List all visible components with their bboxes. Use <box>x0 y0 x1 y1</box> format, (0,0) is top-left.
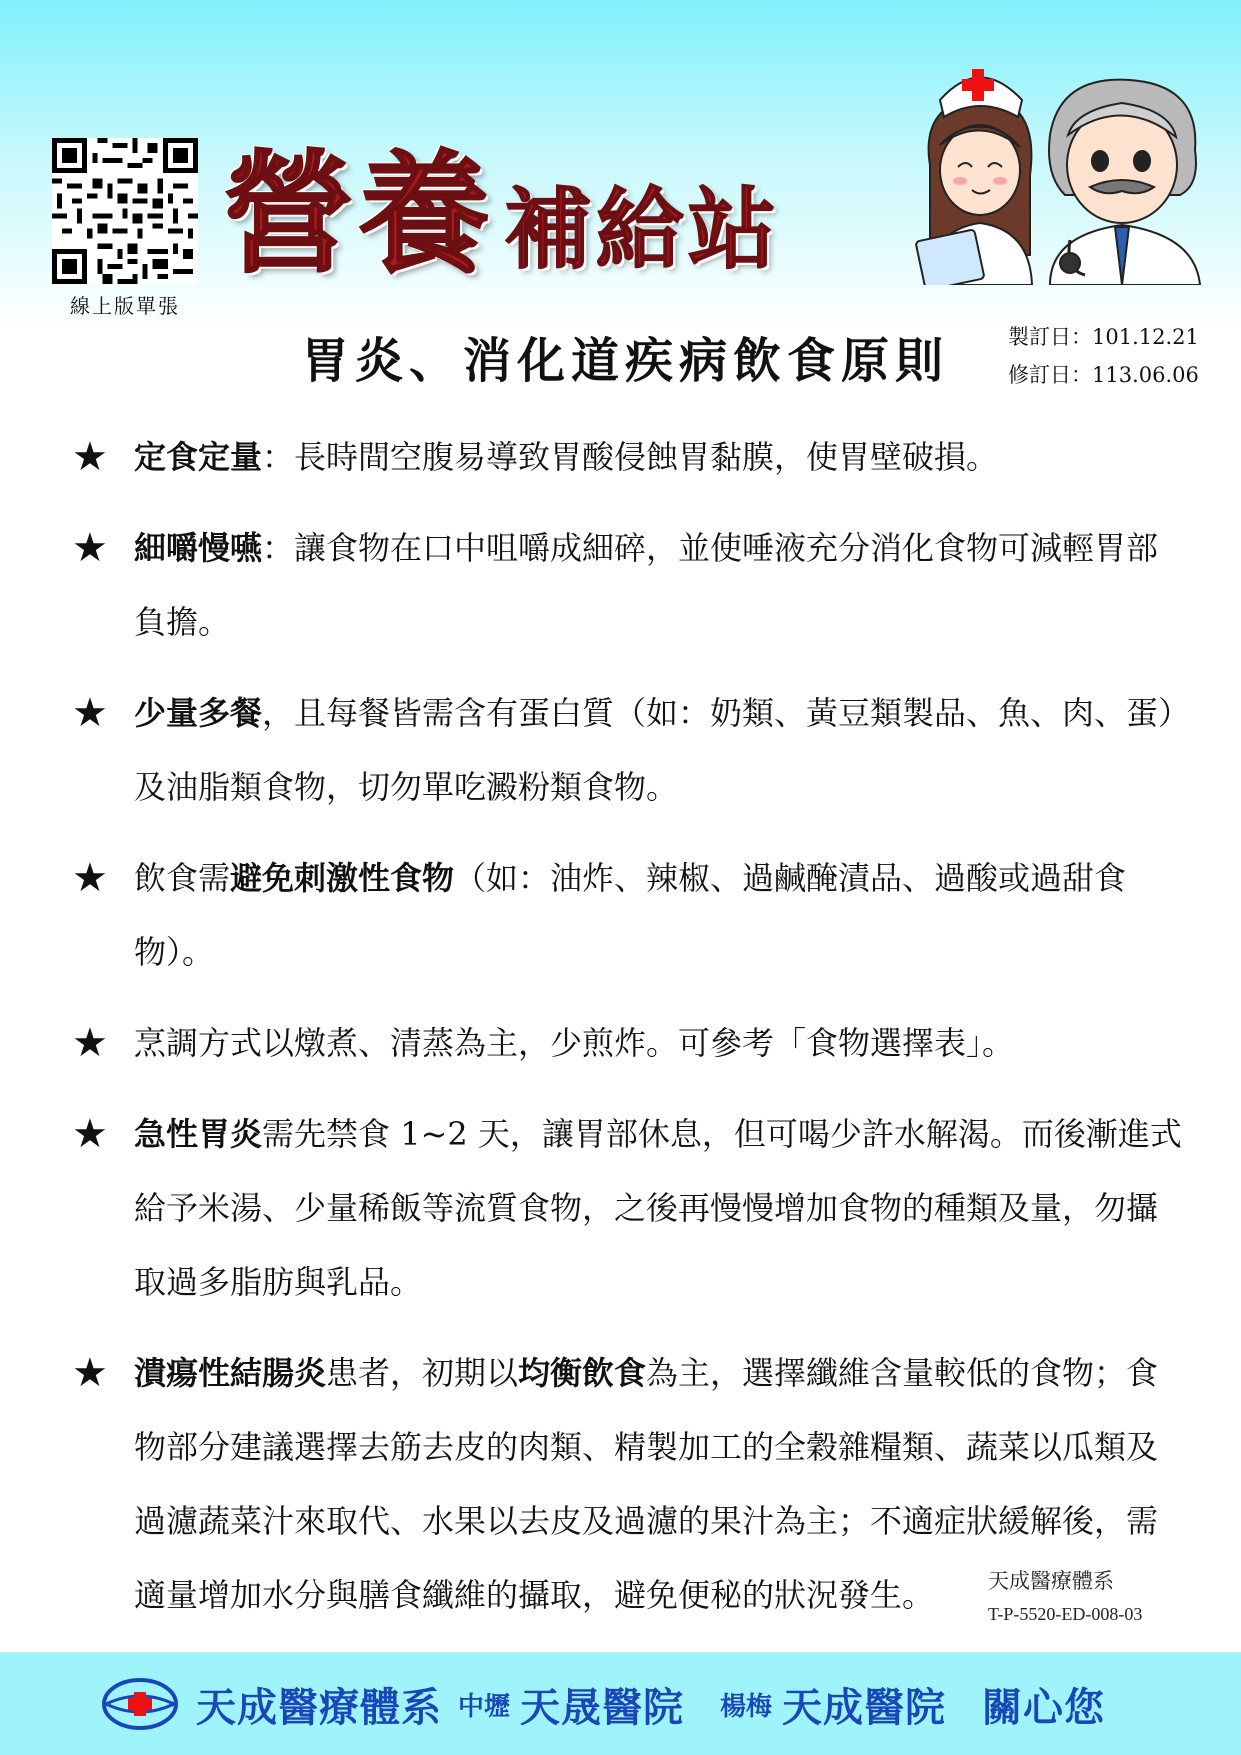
item-text: （如：油炸、辣椒、過鹹醃漬品、過酸或過甜食物）。 <box>134 859 1127 971</box>
footer-hospital-2: 天成醫院 <box>782 1684 947 1731</box>
item-text: 需先禁食 1~2 天，讓胃部休息，但可喝少許水解渴。而後漸進式給予米湯、少量稀飯等流質食物，之後再慢慢增加食物的種類及量，勿攝取過多脂肪與乳品。 <box>134 1115 1182 1301</box>
footer-location-1: 中壢 <box>458 1691 511 1722</box>
list-item <box>72 676 1182 824</box>
footer-location-2: 楊梅 <box>720 1691 773 1722</box>
hospital-cross-logo-icon <box>100 1674 180 1734</box>
star-bullet-icon: ★ <box>72 855 108 901</box>
organization-name: 天成醫療體系 <box>988 1569 1114 1593</box>
footer-system-name: 天成醫療體系 <box>196 1684 442 1731</box>
star-bullet-icon: ★ <box>72 1350 108 1396</box>
document-code: T-P-5520-ED-008-03 <box>988 1604 1143 1624</box>
star-bullet-icon: ★ <box>72 1111 108 1157</box>
star-bullet-icon: ★ <box>72 434 108 480</box>
qr-code-icon[interactable] <box>52 138 198 284</box>
star-bullet-icon: ★ <box>72 690 108 736</box>
footer-hospital-1: 天晟醫院 <box>520 1684 685 1731</box>
revised-date: 修訂日：113.06.06 <box>1008 363 1199 387</box>
nurse-doctor-illustration <box>900 55 1220 285</box>
item-text: ：讓食物在口中咀嚼成細碎，並使唾液充分消化食物可減輕胃部負擔。 <box>134 529 1159 641</box>
list-item <box>72 420 1182 494</box>
list-item <box>72 1006 1182 1080</box>
item-keyword: 潰瘍性結腸炎 <box>134 1354 327 1392</box>
item-keyword: 避免刺激性食物 <box>230 859 455 897</box>
document-dates <box>1008 318 1199 394</box>
item-keyword: 急性胃炎 <box>134 1115 263 1153</box>
created-date: 製訂日：101.12.21 <box>1008 325 1199 349</box>
star-bullet-icon: ★ <box>72 1020 108 1066</box>
star-bullet-icon: ★ <box>72 525 108 571</box>
footer-slogan: 關心您 <box>982 1684 1106 1731</box>
item-keyword: 少量多餐 <box>134 694 263 732</box>
list-item <box>72 841 1182 989</box>
list-item <box>72 1097 1182 1319</box>
banner-title <box>222 120 780 290</box>
document-title: 胃炎、消化道疾病飲食原則 <box>300 333 949 389</box>
item-text: ，且每餐皆需含有蛋白質（如：奶類、黃豆類製品、魚、肉、蛋）及油脂類食物，切勿單吃澱粉類食物。 <box>134 694 1175 806</box>
footer-content <box>100 1668 1105 1740</box>
banner-title-sub: 補給站 <box>504 178 781 281</box>
item-keyword-secondary: 均衡飲食 <box>518 1354 647 1392</box>
item-text-middle: 患者，初期以 <box>326 1354 519 1392</box>
item-text: ：長時間空腹易導致胃酸侵蝕胃黏膜，使胃壁破損。 <box>262 438 999 476</box>
principles-list <box>72 420 1182 1649</box>
item-text: 為主，選擇纖維含量較低的食物；食物部分建議選擇去筋去皮的肉類、精製加工的全穀雜糧類、蔬菜以瓜類及過濾蔬菜汁來取代、水果以去皮及過濾的果汁為主；不適症狀緩解後，需適量增加水分與膳食纖維的攝取，避免便秘的狀況發生。 <box>134 1354 1159 1614</box>
item-keyword: 定食定量 <box>134 438 263 476</box>
banner-title-main: 營養 <box>222 138 494 292</box>
qr-caption: 線上版單張 <box>70 294 180 318</box>
item-keyword: 細嚼慢嚥 <box>134 529 263 567</box>
list-item <box>72 511 1182 659</box>
item-prefix: 飲食需 <box>134 859 231 897</box>
item-text: 烹調方式以燉煮、清蒸為主，少煎炸。可參考「食物選擇表」。 <box>134 1024 1015 1062</box>
